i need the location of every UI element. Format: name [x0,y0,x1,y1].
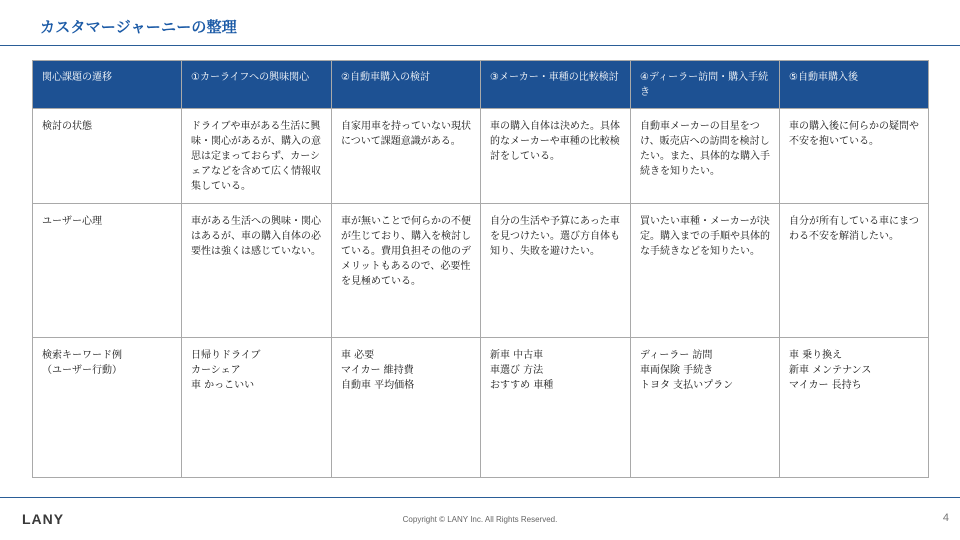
title-divider [0,45,960,46]
slide-title: カスタマージャーニーの整理 [40,18,238,36]
row-label: 検索キーワード例 （ユーザー行動） [33,338,182,478]
table-cell: 車の購入自体は決めた。具体的なメーカーや車種の比較検討をしている。 [481,109,631,204]
header-cell-stage-3: ③メーカー・車種の比較検討 [481,61,631,109]
header-cell-stage-2: ②自動車購入の検討 [332,61,481,109]
table-row-user-psychology [33,204,929,338]
table-cell: 車が無いことで何らかの不便が生じており、購入を検討している。費用負担その他のデメリットもあるので、必要性を見極めている。 [332,204,481,338]
page-number: 4 [942,512,949,524]
table-row-consideration-state [33,109,929,204]
table-cell: 自分が所有している車にまつわる不安を解消したい。 [780,204,929,338]
table-cell: 車の購入後に何らかの疑問や不安を抱いている。 [780,109,929,204]
header-cell-stage-5: ⑤自動車購入後 [780,61,929,109]
header-cell-transition: 関心課題の遷移 [33,61,182,109]
table-cell: 自動車メーカーの目星をつけ、販売店への訪問を検討したい。また、具体的な購入手続きを知りたい。 [631,109,780,204]
table-cell: 車 乗り換え 新車 メンテナンス マイカー 長持ち [780,338,929,478]
table-row-search-keywords [33,338,929,478]
row-label: 検討の状態 [33,109,182,204]
table-cell: ドライブや車がある生活に興味・関心があるが、購入の意思は定まっておらず、カーシェアなどを含めて広く情報収集している。 [182,109,332,204]
table-cell: 日帰りドライブ カーシェア 車 かっこいい [182,338,332,478]
table-cell: 自家用車を持っていない現状について課題意識がある。 [332,109,481,204]
table-cell: 車がある生活への興味・関心はあるが、車の購入自体の必要性は強くは感じていない。 [182,204,332,338]
customer-journey-table [32,60,929,478]
row-label: ユーザー心理 [33,204,182,338]
table-cell: 車 必要 マイカー 維持費 自動車 平均価格 [332,338,481,478]
table-cell: ディーラー 訪問 車両保険 手続き トヨタ 支払いプラン [631,338,780,478]
table-header-row [33,61,929,109]
table-cell: 自分の生活や予算にあった車を見つけたい。選び方自体も知り、失敗を避けたい。 [481,204,631,338]
lany-logo: LANY [22,511,65,527]
copyright-text: Copyright © LANY Inc. All Rights Reserved. [402,515,558,524]
table-cell: 新車 中古車 車選び 方法 おすすめ 車種 [481,338,631,478]
header-cell-stage-1: ①カーライフへの興味関心 [182,61,332,109]
header-cell-stage-4: ④ディーラー訪問・購入手続き [631,61,780,109]
footer-divider [0,497,960,498]
table-cell: 買いたい車種・メーカーが決定。購入までの手順や具体的な手続きなどを知りたい。 [631,204,780,338]
